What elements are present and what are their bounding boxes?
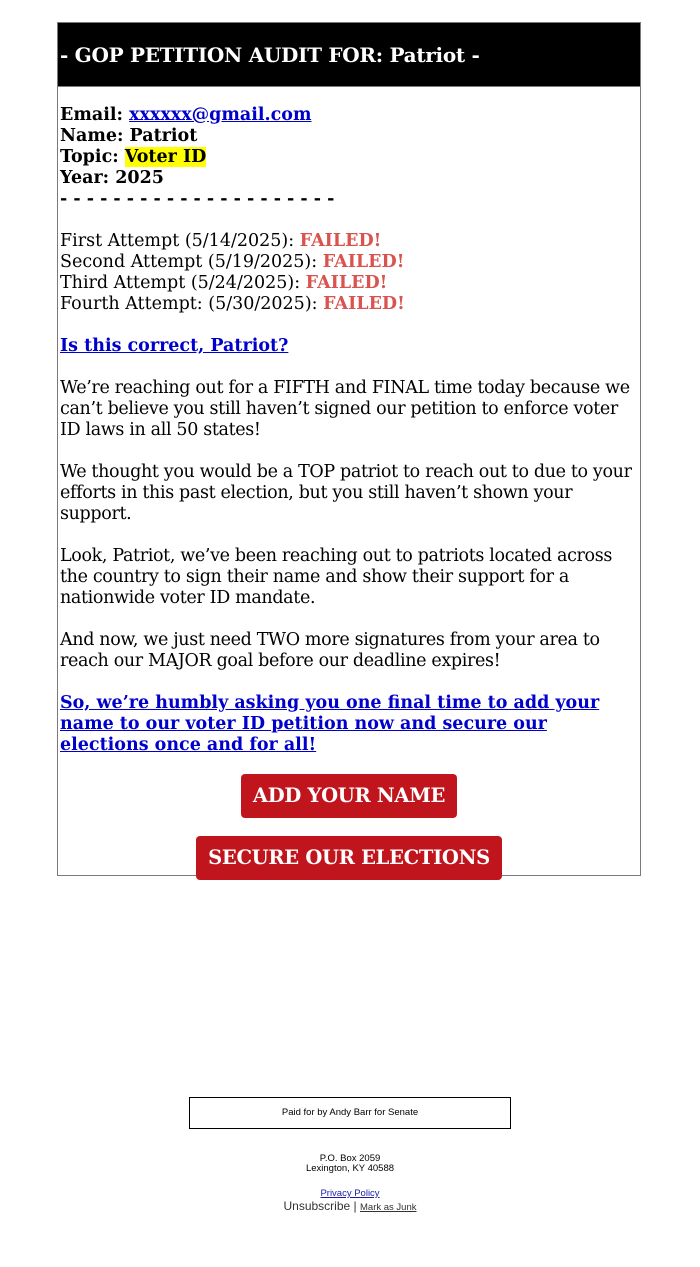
attempt-label: Third Attempt (5/24/2025):	[60, 273, 306, 293]
year-value: 2025	[115, 168, 164, 188]
body-paragraph: We’re reaching out for a FIFTH and FINAL time today because we can’t believe you still haven’t signed our petition to enforce voter ID laws in all 50 states!	[60, 378, 630, 440]
attempt-row	[60, 273, 638, 294]
unsubscribe-text[interactable]: Unsubscribe	[283, 1199, 351, 1213]
header-banner	[58, 23, 640, 87]
topic-value: Voter ID	[124, 147, 207, 167]
privacy-policy-link[interactable]: Privacy Policy	[320, 1188, 380, 1199]
email-content	[58, 87, 640, 880]
secure-our-elections-button[interactable]: SECURE OUR ELECTIONS	[196, 836, 502, 880]
separator: |	[353, 1199, 357, 1213]
body-paragraph: And now, we just need TWO more signatures from your area to reach our MAJOR goal before our deadline expires!	[60, 630, 600, 671]
attempt-status: FAILED!	[299, 231, 382, 251]
email-label: Email:	[60, 105, 123, 125]
attempt-row	[60, 252, 638, 273]
name-label: Name:	[60, 126, 124, 146]
add-your-name-button[interactable]: ADD YOUR NAME	[241, 774, 457, 818]
email-link[interactable]: xxxxxx@gmail.com	[129, 105, 312, 125]
attempt-row	[60, 294, 638, 315]
attempt-label: First Attempt (5/14/2025):	[60, 231, 300, 251]
mark-as-junk-link[interactable]: Mark as Junk	[360, 1202, 417, 1213]
attempt-status: FAILED!	[323, 294, 405, 314]
topic-label: Topic:	[60, 147, 119, 167]
year-row	[60, 168, 638, 189]
address-line: P.O. Box 2059	[319, 1153, 381, 1164]
petition-cta-link[interactable]: So, we’re humbly asking you one final time to add your name to our voter ID petition now and secure our elections once and for all!	[60, 693, 600, 755]
attempt-status: FAILED!	[322, 252, 405, 272]
email-row	[60, 105, 638, 126]
topic-row	[60, 147, 638, 168]
attempt-row	[60, 231, 638, 252]
unsubscribe-row	[0, 1199, 700, 1215]
address-line: Lexington, KY 40588	[305, 1163, 395, 1174]
mailing-address	[0, 1154, 700, 1174]
body-paragraph: Look, Patriot, we’ve been reaching out to patriots located across the country to sign their name and show their support for a nationwide voter ID mandate.	[60, 546, 612, 608]
name-row	[60, 126, 638, 147]
divider: - - - - - - - - - - - - - - - - - - - - -	[60, 189, 335, 209]
name-value: Patriot	[129, 126, 198, 146]
confirm-question-link[interactable]: Is this correct, Patriot?	[60, 336, 289, 356]
attempt-label: Fourth Attempt: (5/30/2025):	[60, 294, 324, 314]
year-label: Year:	[60, 168, 110, 188]
email-footer	[0, 1097, 700, 1215]
attempt-status: FAILED!	[305, 273, 388, 293]
banner-title: - GOP PETITION AUDIT FOR: Patriot -	[60, 42, 480, 67]
attempt-label: Second Attempt (5/19/2025):	[60, 252, 323, 272]
body-paragraph: We thought you would be a TOP patriot to reach out to due to your efforts in this past election, but you still haven’t shown your support.	[60, 462, 632, 524]
footer-links	[0, 1188, 700, 1199]
paid-for-disclaimer: Paid for by Andy Barr for Senate	[189, 1097, 511, 1129]
email-card	[57, 22, 641, 876]
